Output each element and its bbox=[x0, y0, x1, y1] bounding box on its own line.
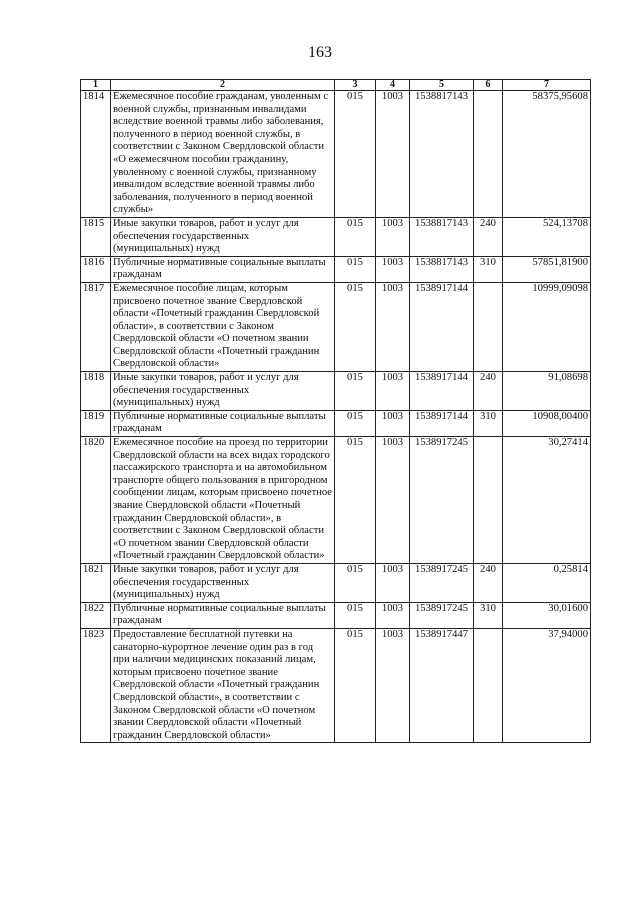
column-header-5: 5 bbox=[410, 80, 474, 91]
cell-col5: 1538817143 bbox=[410, 217, 474, 256]
cell-amount: 57851,81900 bbox=[503, 256, 591, 282]
cell-col5: 1538917144 bbox=[410, 372, 474, 411]
cell-col5: 1538817143 bbox=[410, 256, 474, 282]
row-number: 1822 bbox=[81, 602, 111, 628]
table-row bbox=[81, 410, 591, 436]
row-number: 1818 bbox=[81, 372, 111, 411]
row-number: 1817 bbox=[81, 282, 111, 371]
cell-amount: 37,94000 bbox=[503, 628, 591, 742]
cell-amount: 10999,09098 bbox=[503, 282, 591, 371]
table-row bbox=[81, 602, 591, 628]
cell-col6: 240 bbox=[474, 372, 503, 411]
cell-col4: 1003 bbox=[376, 437, 410, 564]
cell-col6 bbox=[474, 282, 503, 371]
cell-col6: 310 bbox=[474, 410, 503, 436]
column-header-1: 1 bbox=[81, 80, 111, 91]
budget-table bbox=[80, 79, 591, 743]
row-description: Ежемесячное пособие лицам, которым присвоено почетное звание Свердловской области «Почетный гражданин Свердловской области», в соответствии с Законом Свердловской области «О почетном звании Свердловской области «Почетный гражданин Свердловской области» bbox=[111, 282, 335, 371]
cell-amount: 30,27414 bbox=[503, 437, 591, 564]
column-header-3: 3 bbox=[335, 80, 376, 91]
cell-col4: 1003 bbox=[376, 256, 410, 282]
cell-col4: 1003 bbox=[376, 602, 410, 628]
column-header-6: 6 bbox=[474, 80, 503, 91]
cell-col5: 1538917245 bbox=[410, 437, 474, 564]
cell-col6 bbox=[474, 91, 503, 218]
row-description: Предоставление бесплатной путевки на санаторно-курортное лечение один раз в год при наличии медицинских показаний лицам, которым присвоено почетное звание Свердловской области «Почетный гражданин Свердловской области», в соответствии с Законом Свердловской области «О почетном звании Свердловской области «Почетный гражданин Свердловской области» bbox=[111, 628, 335, 742]
cell-col4: 1003 bbox=[376, 282, 410, 371]
cell-amount: 10908,00400 bbox=[503, 410, 591, 436]
table-row bbox=[81, 563, 591, 602]
row-number: 1820 bbox=[81, 437, 111, 564]
row-description: Иные закупки товаров, работ и услуг для обеспечения государственных (муниципальных) нужд bbox=[111, 563, 335, 602]
row-description: Ежемесячное пособие на проезд по территории Свердловской области на всех видах городского пассажирского транспорта и на автомобильном транспорте общего пользования в пригородном сообщении лицам, которым присвоено почетное звание Свердловской области «Почетный гражданин Свердловской области», в соответствии с Законом Свердловской области «О почетном звании Свердловской области «Почетный гражданин Свердловской области» bbox=[111, 437, 335, 564]
cell-col5: 1538917245 bbox=[410, 602, 474, 628]
row-number: 1821 bbox=[81, 563, 111, 602]
cell-col3: 015 bbox=[335, 563, 376, 602]
cell-col4: 1003 bbox=[376, 372, 410, 411]
cell-amount: 58375,95608 bbox=[503, 91, 591, 218]
cell-col3: 015 bbox=[335, 282, 376, 371]
cell-col4: 1003 bbox=[376, 217, 410, 256]
cell-col6: 240 bbox=[474, 217, 503, 256]
cell-col6 bbox=[474, 628, 503, 742]
table-row bbox=[81, 282, 591, 371]
cell-col4: 1003 bbox=[376, 91, 410, 218]
row-number: 1819 bbox=[81, 410, 111, 436]
cell-col4: 1003 bbox=[376, 563, 410, 602]
cell-col6: 240 bbox=[474, 563, 503, 602]
table-row bbox=[81, 217, 591, 256]
table-row bbox=[81, 372, 591, 411]
cell-col3: 015 bbox=[335, 437, 376, 564]
cell-col3: 015 bbox=[335, 217, 376, 256]
page-number: 163 bbox=[308, 44, 332, 61]
column-header-4: 4 bbox=[376, 80, 410, 91]
cell-col6: 310 bbox=[474, 256, 503, 282]
cell-col3: 015 bbox=[335, 256, 376, 282]
cell-col6 bbox=[474, 437, 503, 564]
cell-col5: 1538917144 bbox=[410, 410, 474, 436]
table-row bbox=[81, 628, 591, 742]
cell-col4: 1003 bbox=[376, 410, 410, 436]
table-row bbox=[81, 437, 591, 564]
cell-amount: 91,08698 bbox=[503, 372, 591, 411]
cell-col3: 015 bbox=[335, 602, 376, 628]
row-number: 1816 bbox=[81, 256, 111, 282]
cell-col5: 1538817143 bbox=[410, 91, 474, 218]
row-number: 1814 bbox=[81, 91, 111, 218]
cell-amount: 0,25814 bbox=[503, 563, 591, 602]
cell-col4: 1003 bbox=[376, 628, 410, 742]
row-description: Иные закупки товаров, работ и услуг для обеспечения государственных (муниципальных) нужд bbox=[111, 217, 335, 256]
cell-col3: 015 bbox=[335, 410, 376, 436]
cell-col3: 015 bbox=[335, 628, 376, 742]
cell-col5: 1538917245 bbox=[410, 563, 474, 602]
row-number: 1823 bbox=[81, 628, 111, 742]
column-header-2: 2 bbox=[111, 80, 335, 91]
row-description: Публичные нормативные социальные выплаты гражданам bbox=[111, 256, 335, 282]
cell-col6: 310 bbox=[474, 602, 503, 628]
cell-col5: 1538917447 bbox=[410, 628, 474, 742]
cell-col3: 015 bbox=[335, 372, 376, 411]
row-description: Иные закупки товаров, работ и услуг для обеспечения государственных (муниципальных) нужд bbox=[111, 372, 335, 411]
row-number: 1815 bbox=[81, 217, 111, 256]
table-row bbox=[81, 91, 591, 218]
row-description: Ежемесячное пособие гражданам, уволенным с военной службы, признанным инвалидами вследствие военной травмы либо заболевания, полученного в период военной службы, в соответствии с Законом Свердловской области «О ежемесячном пособии гражданину, уволенному с военной службы, признанному инвалидом вследствие военной травмы либо заболевания, полученного в период военной службы» bbox=[111, 91, 335, 218]
row-description: Публичные нормативные социальные выплаты гражданам bbox=[111, 410, 335, 436]
cell-col5: 1538917144 bbox=[410, 282, 474, 371]
cell-amount: 30,01600 bbox=[503, 602, 591, 628]
cell-amount: 524,13708 bbox=[503, 217, 591, 256]
row-description: Публичные нормативные социальные выплаты гражданам bbox=[111, 602, 335, 628]
column-header-7: 7 bbox=[503, 80, 591, 91]
table-row bbox=[81, 256, 591, 282]
header-row bbox=[81, 80, 591, 91]
cell-col3: 015 bbox=[335, 91, 376, 218]
